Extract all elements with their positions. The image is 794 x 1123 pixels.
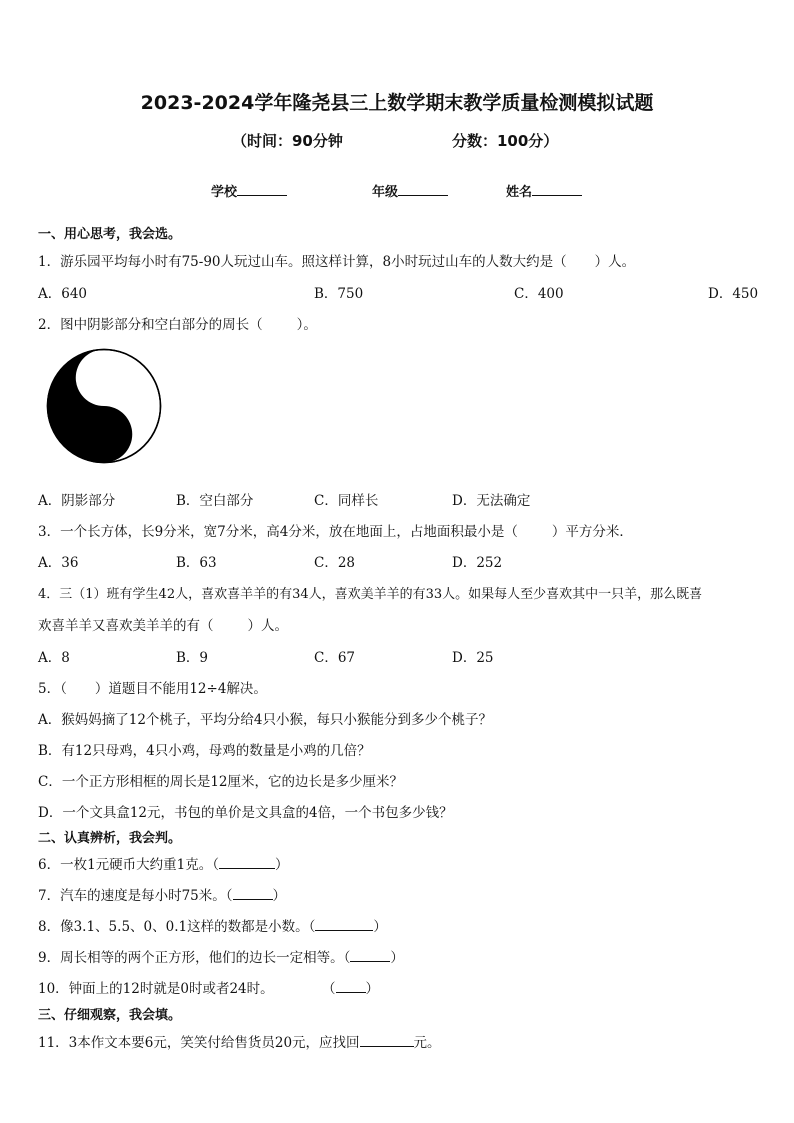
- q2-option-a: A．阴影部分: [38, 493, 116, 509]
- answer-blank: [233, 899, 273, 900]
- q3-option-c: C．28: [314, 555, 356, 571]
- name-field: [506, 181, 582, 200]
- grade-blank: [398, 195, 448, 196]
- close-paren: ）: [390, 950, 404, 966]
- q1-option-a: A．640: [38, 286, 88, 302]
- school-label: 学校: [211, 185, 238, 200]
- close-paren: ）: [275, 857, 289, 873]
- q1-option-b: B．750: [314, 286, 364, 302]
- question-1: [38, 250, 635, 270]
- answer-blank: [360, 1046, 414, 1047]
- question-2: [38, 313, 317, 333]
- q5-option-c: C．一个正方形相框的周长是12厘米，它的边长是多少厘米？: [38, 774, 404, 790]
- q5-option-a: A．猴妈妈摘了12个桃子，平均分给4只小猴，每只小猴能分到多少个桃子？: [38, 712, 493, 728]
- open-paren: （: [322, 981, 336, 997]
- question-11: [38, 1031, 441, 1051]
- yin-yang-icon: [46, 348, 162, 464]
- question-6-text: 6．一枚1元硬币大约重1克。（: [38, 857, 220, 873]
- name-label: 姓名: [506, 185, 533, 200]
- answer-blank: [315, 930, 373, 931]
- question-10-answer: [322, 977, 379, 997]
- answer-blank: [350, 961, 390, 962]
- school-field: [211, 181, 287, 200]
- question-11-text: 11．3本作文本要6元，笑笑付给售货员20元，应找回: [38, 1035, 360, 1051]
- question-8: [38, 915, 387, 935]
- close-paren: ）: [373, 919, 387, 935]
- q5-option-d: D．一个文具盒12元，书包的单价是文具盒的4倍，一个书包多少钱？: [38, 805, 453, 821]
- exam-time: （时间：90分钟: [232, 132, 343, 150]
- question-6: [38, 853, 289, 873]
- section-judge-heading: 二、认真辨析，我会判。: [38, 831, 182, 846]
- answer-blank: [336, 992, 366, 993]
- question-5-start: 5．（: [38, 681, 67, 697]
- section-choice-heading: 一、用心思考，我会选。: [38, 227, 182, 242]
- q5-option-b: B．有12只母鸡，4只小鸡，母鸡的数量是小鸡的几倍？: [38, 743, 371, 759]
- q2-option-d: D．无法确定: [452, 493, 531, 509]
- q2-option-c: C．同样长: [314, 493, 379, 509]
- q1-option-c: C．400: [514, 286, 564, 302]
- question-9-text: 9．周长相等的两个正方形，他们的边长一定相等。（: [38, 950, 351, 966]
- question-3: [38, 520, 633, 540]
- answer-blank: [219, 868, 275, 869]
- q2-option-b: B．空白部分: [176, 493, 254, 509]
- question-3-text: 3．一个长方体，长9分米，宽7分米，高4分米，放在地面上，占地面积最小是（: [38, 524, 518, 540]
- q3-option-a: A．36: [38, 555, 79, 571]
- question-11-end: 元。: [413, 1035, 441, 1051]
- name-blank: [532, 195, 582, 196]
- close-paren: ）: [272, 888, 287, 904]
- question-4-end: ）人。: [247, 618, 288, 634]
- question-2-end: ）。: [296, 317, 317, 333]
- q4-option-d: D．25: [452, 650, 494, 666]
- grade-label: 年级: [372, 185, 399, 200]
- grade-field: [372, 181, 448, 200]
- school-blank: [237, 195, 287, 196]
- question-1-end: ）人。: [594, 254, 636, 270]
- q1-option-d: D．450: [708, 286, 759, 302]
- q3-option-d: D．252: [452, 555, 503, 571]
- question-4-line-1: 4．三（1）班有学生42人，喜欢喜羊羊的有34人，喜欢美羊羊的有33人。如果每人至少喜欢其中一只羊，那么既喜: [38, 587, 703, 602]
- q3-option-b: B．63: [176, 555, 217, 571]
- question-7: [38, 884, 286, 904]
- question-4-text: 欢喜羊羊又喜欢美羊羊的有（: [38, 618, 214, 634]
- question-5: [38, 677, 267, 697]
- exam-score: 分数：100分）: [452, 132, 559, 150]
- question-7-text: 7．汽车的速度是每小时75米。（: [38, 888, 233, 904]
- section-fill-heading: 三、仔细观察，我会填。: [38, 1008, 182, 1023]
- question-5-text: ）道题目不能用12÷4解决。: [94, 681, 267, 697]
- q4-option-c: C．67: [314, 650, 356, 666]
- question-1-text: 1．游乐园平均每小时有75-90人玩过山车。照这样计算，8小时玩过山车的人数大约是（: [38, 254, 567, 270]
- question-9: [38, 946, 404, 966]
- question-2-text: 2．图中阴影部分和空白部分的周长（: [38, 317, 263, 333]
- close-paren: ）: [365, 981, 379, 997]
- question-10: 10．钟面上的12时就是0时或者24时。: [38, 981, 274, 997]
- q4-option-a: A．8: [38, 650, 70, 666]
- question-8-text: 8．像3.1、5.5、0、0.1这样的数都是小数。（: [38, 919, 316, 935]
- q4-option-b: B．9: [176, 650, 209, 666]
- page-title: 2023-2024学年隆尧县三上数学期末教学质量检测模拟试题: [140, 92, 654, 114]
- question-3-end: ）平方分米．: [551, 524, 633, 540]
- question-4-line-2: [38, 614, 288, 634]
